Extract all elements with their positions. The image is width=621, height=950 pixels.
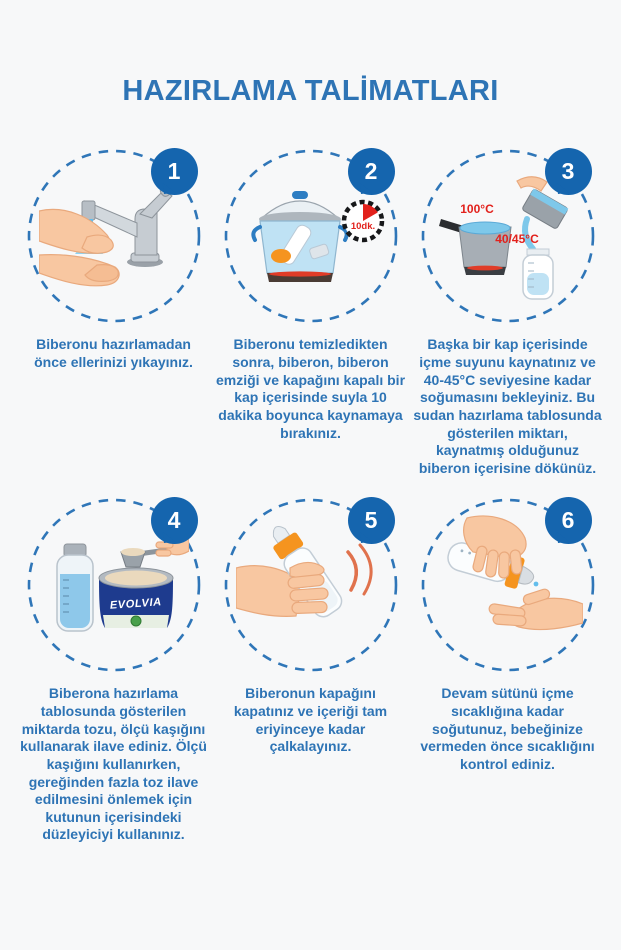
baby-bottle-icon (523, 249, 553, 299)
step-number-badge (151, 148, 198, 195)
step-2-caption: Biberonu temizledikten sonra, biberon, biberon emziği ve kapağını kapalı bir kap içerisinde suyla 10 dakika boyunca kaynamaya bırakınız. (215, 336, 406, 441)
step-3 (412, 148, 603, 477)
step-3-circle (420, 148, 596, 324)
brand-label: EVOLVIA (108, 596, 162, 613)
step-6 (412, 497, 603, 773)
step-number: 4 (167, 507, 181, 534)
step-6-circle (420, 497, 596, 673)
step-5-circle (223, 497, 399, 673)
step-6-caption: Devam sütünü içme sıcaklığına kadar soğutunuz, bebeğinize vermeden önce sıcaklığını kontrol ediniz. (420, 685, 595, 772)
step-number-badge (545, 148, 592, 195)
pour-temp-label: 40/45°C (494, 232, 539, 247)
step-1-caption: Biberonu hazırlamadan önce ellerinizi yıkayınız. (34, 336, 193, 371)
step-1-circle (26, 148, 202, 324)
step-3-caption: Başka bir kap içerisinde içme suyunu kaynatınız ve 40-45°C seviyesine kadar soğumasını bekleyiniz. Bu sudan hazırlama tablosunda gösterilen miktarı, kaynatmış olduğunuz biberon içerisine dökünüz. (413, 336, 602, 476)
step-5-caption: Biberonun kapağını kapatınız ve içeriği tam eriyinceye kadar çalkalayınız. (233, 685, 388, 755)
step-number-badge (348, 148, 395, 195)
instructions-page (0, 19, 621, 950)
step-number: 3 (561, 158, 575, 185)
boil-temp-label: 100°C (459, 202, 494, 217)
steps-row-2 (0, 497, 621, 844)
page-title: HAZIRLAMA TALİMATLARI (122, 75, 499, 108)
step-2 (215, 148, 406, 442)
water-bottle-icon (57, 544, 93, 631)
step-4 (18, 497, 209, 844)
step-number-badge (545, 497, 592, 544)
lower-hand (488, 588, 583, 630)
steps-row-1 (0, 148, 621, 477)
step-number: 1 (167, 158, 181, 185)
formula-can-icon (99, 568, 173, 628)
step-1 (18, 148, 209, 371)
step-4-caption: Biberona hazırlama tablosunda gösterilen miktarda tozu, ölçü kaşığını kullanarak ilave ediniz. Ölçü kaşığını kullanırken, gereğinden fazla toz ilave edilmesini önlemek için kutunun içerisindeki düzleyiciyi kullanınız. (20, 685, 207, 843)
shake-motion-lines (348, 545, 371, 594)
step-number-badge (348, 497, 395, 544)
step-number: 6 (561, 507, 575, 534)
step-2-circle (223, 148, 399, 324)
step-4-circle (26, 497, 202, 673)
step-5 (215, 497, 406, 756)
step-number: 2 (364, 158, 378, 185)
timer-icon (344, 202, 382, 240)
boiling-pot-icon (253, 191, 346, 282)
upper-hand (463, 516, 525, 578)
step-number-badge (151, 497, 198, 544)
timer-label: 10dk. (350, 221, 375, 233)
step-number: 5 (364, 507, 378, 534)
